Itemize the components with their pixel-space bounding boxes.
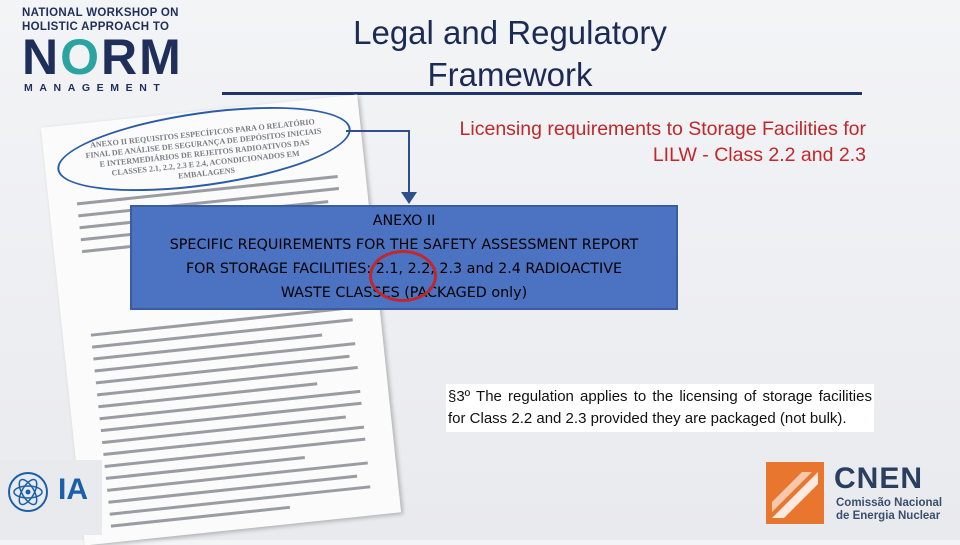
logo-norm-word: NORM — [22, 29, 183, 85]
banner-line-3: FOR STORAGE FACILITIES: 2.1, 2.2, 2.3 and 2.4 RADIOACTIVE — [185, 261, 623, 277]
banner-line-2: SPECIFIC REQUIREMENTS FOR THE SAFETY ASSESSMENT REPORT — [169, 237, 639, 253]
logo-line-2: HOLISTIC APPROACH TO — [22, 21, 170, 33]
regulation-paragraph: §3º The regulation applies to the licensing of storage facilities for Class 2.2 and 2.3 provided they are packaged (not bulk). — [446, 384, 874, 432]
document-header-text: ANEXO II REQUISITOS ESPECÍFICOS PARA O RELATÓRIO FINAL DE ANÁLISE DE SEGURANÇA DE DEPÓSITOS INICIAIS E INTERMEDIÁRIOS DE REJEITOS RADIOATIVOS DAS CLASSES 2.1, 2.2, 2.3 E 2.4, ACONDICIONADOS EM EMBALAGENS — [85, 117, 322, 181]
document-text-line — [98, 382, 317, 408]
connector-arrow-vertical — [408, 130, 410, 196]
slide-subtitle: Licensing requirements to Storage Facilities for LILW - Class 2.2 and 2.3 — [459, 118, 866, 166]
cnen-logo — [766, 462, 946, 524]
logo-line-management: MANAGEMENT — [24, 82, 167, 94]
class-highlight-circle — [369, 250, 437, 302]
cnen-subtitle: Comissão Nacional de Energia Nuclear — [836, 497, 943, 522]
atom-icon — [6, 470, 50, 514]
logo-globe-icon: O — [60, 29, 102, 85]
title-underline — [222, 92, 862, 95]
document-text-line — [93, 334, 322, 361]
slide-title: Legal and Regulatory Framework — [353, 14, 667, 93]
arrow-head-icon — [401, 192, 417, 204]
banner-line-1: ANEXO II — [372, 213, 436, 229]
document-text-line — [106, 456, 305, 480]
cnen-wordmark: CNEN — [834, 462, 924, 495]
connector-arrow-horizontal — [346, 130, 410, 132]
iaea-logo — [0, 460, 102, 535]
banner-line-4: WASTE CLASSES (PACKAGED only) — [280, 285, 528, 301]
logo-line-1: NATIONAL WORKSHOP ON — [22, 7, 179, 19]
cnen-mark-icon — [766, 462, 824, 524]
norm-workshop-logo — [22, 6, 192, 96]
iaea-letters: IA — [58, 473, 88, 506]
